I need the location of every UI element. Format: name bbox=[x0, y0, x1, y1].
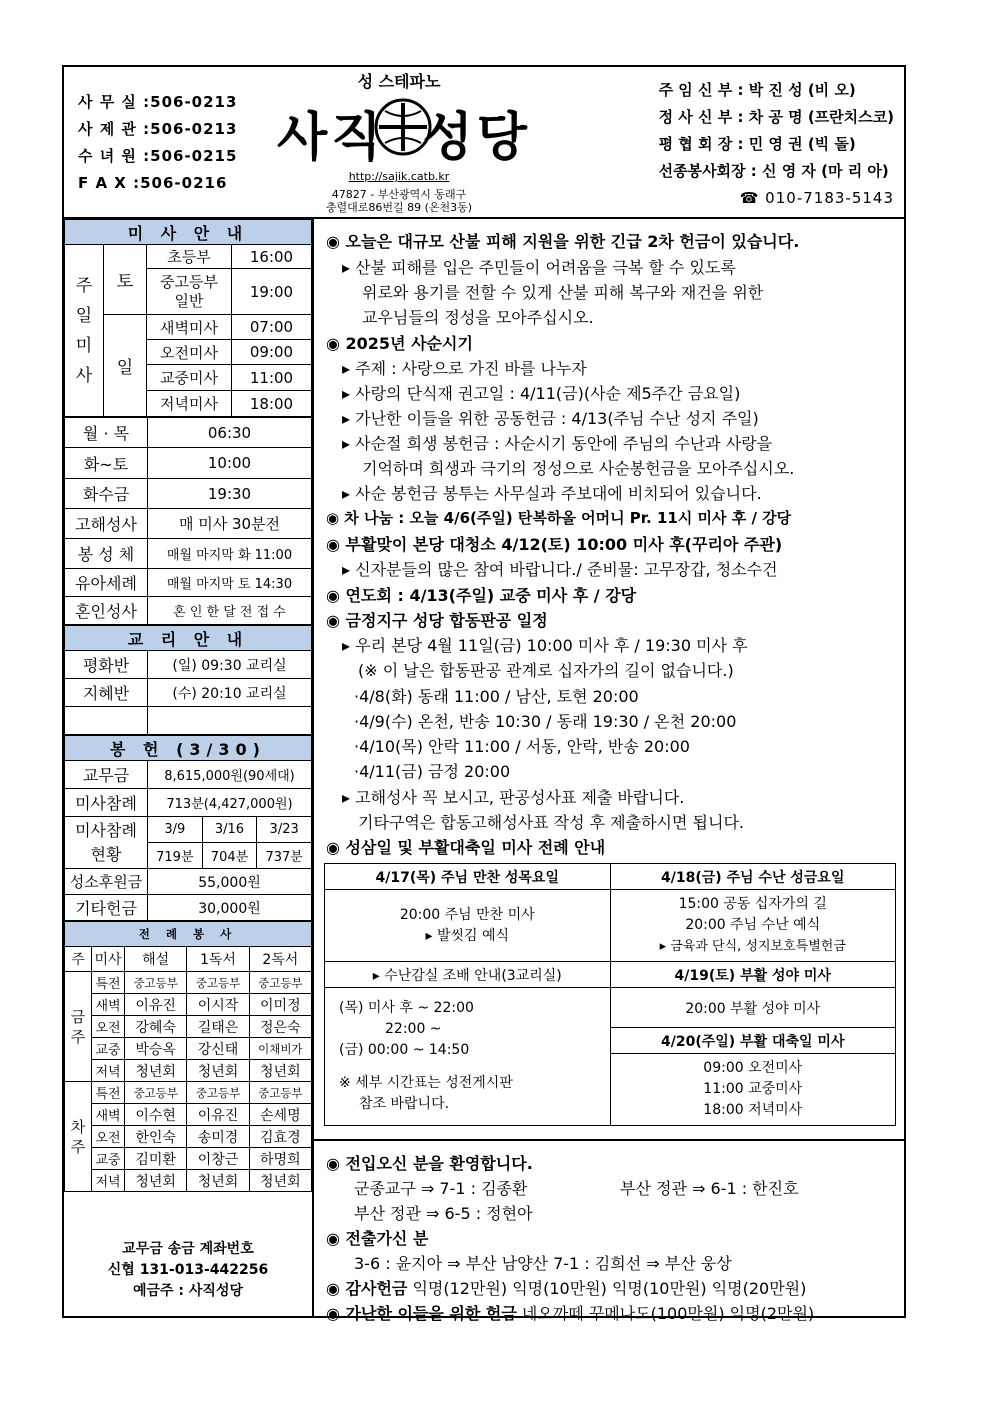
contact-list bbox=[78, 89, 237, 197]
contact-fax: F A X :506-0216 bbox=[78, 174, 228, 192]
mass-title: 미 사 안 내 bbox=[65, 220, 312, 245]
church-name-left: 사직 bbox=[277, 108, 386, 168]
header bbox=[64, 67, 904, 219]
liturgy-title: 전 례 봉 사 bbox=[65, 922, 312, 947]
contact-rectory: 사 제 관 :506-0213 bbox=[78, 120, 238, 138]
weekday-table: 월 · 목 06:30 화~토 10:00 화수금 19:30 고해성사 매 미사 30분전 봉 성 체 매월 마지막 화 11:00 유아세례 매월 마지막 토 14:30 혼인성사 혼 인 한 달 전 접 수 bbox=[64, 417, 312, 625]
phone-number: ☎ 010-7183-5143 bbox=[739, 189, 894, 207]
staff-list bbox=[659, 77, 894, 212]
notice-tea: ◉ 차 나눔 : 오늘 4/6(주일) 탄복하올 어머니 Pr. 11시 미사 후 / 강당 bbox=[326, 509, 792, 527]
staff-pastor: 주 임 신 부 : 박 진 성 (비 오) bbox=[658, 81, 856, 99]
patron-name: 성 스테파노 bbox=[357, 72, 441, 91]
liturgy-table: 전 례 봉 사 주 미사 해설 1독서 2독서 금주 특전 중고등부 중고등부 중고등부 새벽 이유진 이시작 이미정 오전 강혜숙 길태은 정은숙 교중 박승옥 강신태 이채비가 저녁 청년회 청년회 청년회 차주 특전 중고등부 중고등부 중고등부 새벽 이수현 이유진 손세명 오전 한인숙 송미경 김효경 교중 김미환 이창근 하명희 저녁 청년회 청년회 청년회 bbox=[64, 921, 312, 1192]
notice-easter: ◉ 성삼일 및 부활대축일 미사 전례 안내 bbox=[326, 838, 606, 857]
sat-label: 토 bbox=[104, 245, 147, 315]
church-title-block bbox=[269, 67, 529, 217]
notice-confession: ◉ 금정지구 성당 합동판공 일정 bbox=[326, 611, 548, 630]
notice-lent: ◉ 2025년 사순시기 bbox=[326, 334, 473, 353]
catechism-title: 교 리 안 내 bbox=[65, 626, 312, 651]
notice-welcome: ◉ 전입오신 분을 환영합니다. bbox=[326, 1154, 533, 1173]
church-name-right: 성당 bbox=[422, 108, 531, 168]
staff-funeral: 선종봉사회장 : 신 영 자 (마 리 아) bbox=[658, 162, 889, 180]
sun-label: 일 bbox=[104, 315, 147, 417]
notice-moved-out: ◉ 전출가신 분 bbox=[326, 1229, 429, 1248]
notice-cleaning: ◉ 부활맞이 본당 대청소 4/12(토) 10:00 미사 후(꾸리아 주관) bbox=[326, 535, 783, 554]
address: 47827 - 부산광역시 동래구 충렬대로86번길 89 (온천3동) bbox=[325, 188, 473, 214]
contact-office: 사 무 실 :506-0213 bbox=[78, 93, 238, 111]
catechism-table: 교 리 안 내 평화반 (일) 09:30 교리실 지혜반 (수) 20:10 교리실 bbox=[64, 625, 312, 735]
left-column bbox=[64, 219, 314, 1318]
website-link[interactable]: http://sajik.catb.kr bbox=[348, 170, 450, 183]
staff-assistant: 정 사 신 부 : 차 공 명 (프란치스코) bbox=[658, 108, 894, 126]
sunday-label: 주 일 미 사 bbox=[65, 245, 104, 417]
notice-thanks-offering: ◉ 감사헌금 익명(12만원) 익명(10만원) 익명(10만원) 익명(20만원) bbox=[326, 1279, 807, 1298]
notice-poor-offering: ◉ 가난한 이들을 위한 헌금 네오까떼 꾸메나도(100만원) 익명(2만원) bbox=[326, 1304, 815, 1323]
contact-convent: 수 녀 원 :506-0215 bbox=[78, 147, 238, 165]
offering-table: 봉 헌 (3/30) 교무금 8,615,000원(90세대) 미사참례 713분(4,427,000원) 미사참례 현황 3/9 3/16 3/23 719분 704분 737분 성소후원금 55,000원 기타헌금 30,000원 bbox=[64, 735, 312, 921]
staff-council: 평 협 회 장 : 민 영 권 (빅 돌) bbox=[658, 135, 856, 153]
bulletin-frame: 사 무 실 :506-0213 사 제 관 :506-0213 수 녀 원 :506-0215 F A X :506-0216 성 스테파노 사직 성당 http://sajik.catb.kr 47827 - 부산광역시 동래구 충렬대로86번길 89 (온천3동) 주 임 신 부 : 박 진 성 (비 오) 정 사 신 부 : 차 공 명 (프란치스코) 평 협 회 장 : 민 영 권 (빅 돌) 선종봉사회장 : 신 영 자 (마 리 아) ☎ 010-7183-5143 미 사 안 내 주 일 미 사 토 초등부 16:00 중고등부 일반 19:00 일 새벽미사 07:00 오전미사 09:00 교중미사 11:00 저녁미사 18:00 월 · 목 06:30 화~토 10:00 화수금 19:30 고해성사 매 미사 30분전 봉 성 체 매월 마지막 화 11:00 유아세례 매월 마지막 토 14:30 혼인성사 혼 인 한 달 전 접 수 교 리 안 내 평화반 (일) 09:30 교리실 지혜반 (수) 20:10 교리실 봉 헌 (3/30) 교무금 8,615,000원(90세대) 미사참례 713분(4,427,000원) 미사참례 현황 3/9 3/16 3/23 719분 704분 737분 성소후원금 55,000원 기타헌금 30,000원 전 례 봉 사 주 미사 해설 1독서 2독서 금주 특전 중고등부 중고등부 중고등부 새벽 이유진 이시작 이미정 오전 강혜숙 길태은 정은숙 교중 박승옥 강신태 이채비가 저녁 청년회 청년회 청년회 차주 특전 중고등부 중고등부 중고등부 새벽 이수현 이유진 손세명 오전 한인숙 송미경 김효경 교중 김미환 이창근 하명희 저녁 청년회 청년회 청년회 교무금 송금 계좌번호 신협 131-013-442256 예금주 : 사직성당 ◉ 오늘은 대규모 산불 피해 지원을 위한 긴급 2차 헌금이 있습니다. ▸ 산불 피해를 입은 주민들이 어려움을 극복 할 수 있도록 위로와 용기를 전할 수 있게 산불 피해 복구와 재건을 위한 교우님들의 정성을 모아주십시오. ◉ 2025년 사순시기 ▸ 주제 : 사랑으로 가진 바를 나누자 ▸ 사랑의 단식재 권고일 : 4/11(금)(사순 제5주간 금요일) ▸ 가난한 이들을 위한 공동헌금 : 4/13(주님 수난 성지 주일) ▸ 사순절 희생 봉헌금 : 사순시기 동안에 주님의 수난과 사랑을 기억하며 희생과 극기의 정성으로 사순봉헌금을 모아주십시오. ▸ 사순 봉헌금 봉투는 사무실과 주보대에 비치되어 있습니다. ◉ 차 나눔 : 오늘 4/6(주일) 탄복하올 어머니 Pr. 11시 미사 후 / 강당 ◉ 부활맞이 본당 대청소 4/12(토) 10:00 미사 후(꾸리아 주관) ▸ 신자분들의 많은 참여 바랍니다./ 준비물: 고무장갑, 청소수건 ◉ 연도회 : 4/13(주일) 교중 미사 후 / 강당 ◉ 금정지구 성당 합동판공 일정 ▸ 우리 본당 4월 11일(금) 10:00 미사 후 / 19:30 미사 후 (※ 이 날은 합동판공 관계로 십자가의 길이 없습니다.) ·4/8(화) 동래 11:00 / 남산, 토현 20:00 ·4/9(수) 온천, 반송 10:30 / 동래 19:30 / 온천 20:00 ·4/10(목) 안락 11:00 / 서동, 안락, 반송 20:00 ·4/11(금) 금정 20:00 ▸ 고해성사 꼭 보시고, 판공성사표 제출 바랍니다. 기타구역은 합동고해성사표 작성 후 제출하시면 됩니다. ◉ 성삼일 및 부활대축일 미사 전례 안내 4/17(목) 주님 만찬 성목요일 4/18(금) 주님 수난 성금요일 20:00 주님 만찬 미사 ▸ 발씻김 예식 15:00 공동 십자가의 길 20:00 주님 수난 예식 ▸ 금육과 단식, 성지보호특별헌금 ▸ 수난감실 조배 안내(3교리실) 4/19(토) 부활 성야 미사 (목) 미사 후 ~ 22:00 22:00 ~ (금) 00:00 ~ 14:50 ※ 세부 시간표는 성전게시판 참조 바랍니다. 20:00 부활 성야 미사 4/20(주일) 부활 대축일 미사 09:00 오전미사 11:00 교중미사 18:00 저녁미사 ◉ 전입오신 분을 환영합니다. 군종교구 ⇒ 7-1 : 김종환 부산 정관 ⇒ 6-1 : 한진호 부산 정관 ⇒ 6-5 : 정현아 ◉ 전출가신 분 3-6 : 윤지아 ⇒ 부산 남양산 7-1 : 김희선 ⇒ 부산 웅상 ◉ 감사헌금 익명(12만원) 익명(10만원) 익명(10만원) 익명(20만원) ◉ 가난한 이들을 위한 헌금 네오까떼 꾸메나도(100만원) 익명(2만원) bbox=[62, 65, 906, 1318]
holy-week-schedule: 4/17(목) 주님 만찬 성목요일 4/18(금) 주님 수난 성금요일 20:00 주님 만찬 미사 ▸ 발씻김 예식 15:00 공동 십자가의 길 20:00 주님 수난 예식 ▸ 금육과 단식, 성지보호특별헌금 ▸ 수난감실 조배 안내(3교리실) 4/19(토) 부활 성야 미사 (목) 미사 후 ~ 22:00 22:00 ~ (금) 00:00 ~ 14:50 ※ 세부 시간표는 성전게시판 참조 바랍니다. 20:00 부활 성야 미사 4/20(주일) 부활 대축일 미사 09:00 오전미사 11:00 교중미사 18:00 저녁미사 bbox=[324, 863, 896, 1126]
bank-account: 교무금 송금 계좌번호 신협 131-013-442256 예금주 : 사직성당 bbox=[107, 1241, 269, 1299]
divider bbox=[314, 1139, 904, 1141]
mass-table: 미 사 안 내 주 일 미 사 토 초등부 16:00 중고등부 일반 19:00 일 새벽미사 07:00 오전미사 09:00 교중미사 11:00 저녁미사 18:00 bbox=[64, 219, 312, 417]
notice-yeondo: ◉ 연도회 : 4/13(주일) 교중 미사 후 / 강당 bbox=[326, 586, 637, 605]
notice-emergency-offering: ◉ 오늘은 대규모 산불 피해 지원을 위한 긴급 2차 헌금이 있습니다. bbox=[326, 232, 800, 251]
offering-title: 봉 헌 (3/30) bbox=[65, 736, 312, 761]
